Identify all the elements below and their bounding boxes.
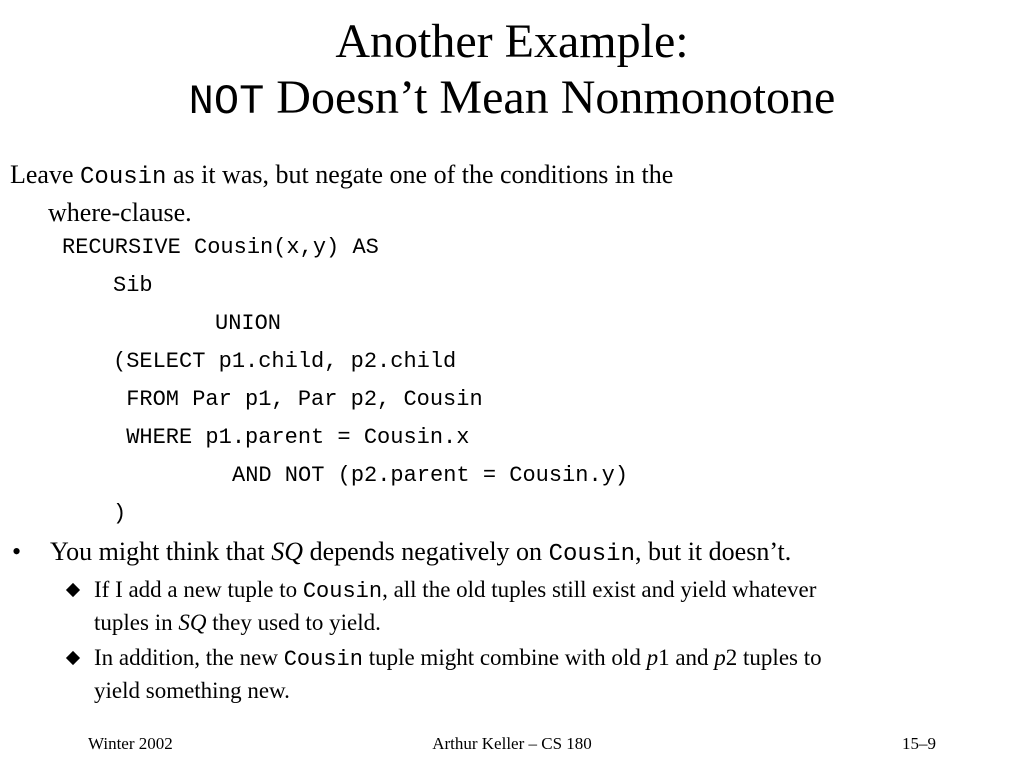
- bullet-em: SQ: [271, 537, 304, 566]
- slide-title: [0, 14, 1024, 130]
- sub2-code: Cousin: [283, 647, 363, 672]
- bullet-marker: •: [12, 537, 22, 566]
- intro-paragraph: [10, 157, 1000, 230]
- sub-bullet-1: [94, 574, 1014, 638]
- code-line-8: ): [113, 501, 127, 526]
- sub-bullet-1-line-1: [94, 574, 1014, 607]
- bullet-code: Cousin: [548, 541, 635, 568]
- diamond-bullet-icon: [66, 651, 80, 665]
- sub2-text-3: 1 and: [658, 645, 715, 670]
- bullet-text: [50, 536, 1010, 571]
- sub1-text-4: they used to yield.: [206, 610, 381, 635]
- footer-slide-number: 15–9: [902, 734, 936, 753]
- bullet-text-2: depends negatively on: [303, 537, 549, 566]
- sub-bullet-2-line-1: [94, 642, 1014, 675]
- sub2-text-2: tuple might combine with old: [362, 645, 647, 670]
- sub-bullet-1-line-2: [94, 607, 1014, 638]
- sub-bullet-2: [94, 642, 1014, 706]
- bullet-text-1: You might think that: [50, 537, 272, 566]
- title-keyword: NOT: [188, 78, 265, 126]
- sub2-text-4: 2 tuples to: [725, 645, 822, 670]
- title-line-2: [0, 70, 1024, 130]
- code-line-2: Sib: [113, 273, 153, 298]
- sub1-text-1: If I add a new tuple to: [94, 577, 303, 602]
- sub2-em-1: p: [646, 645, 659, 670]
- code-line-4: (SELECT p1.child, p2.child: [113, 349, 457, 374]
- footer-author: Arthur Keller – CS 180: [432, 734, 592, 753]
- sub1-code: Cousin: [302, 579, 383, 604]
- sub1-text-2: , all the old tuples still exist and yield whatever: [382, 577, 817, 602]
- title-line-1: Another Example:: [335, 15, 689, 68]
- sub1-text-3: tuples in: [94, 610, 179, 635]
- sub2-text-1: In addition, the new: [94, 645, 284, 670]
- code-line-1: RECURSIVE Cousin(x,y) AS: [62, 235, 379, 260]
- intro-line-2: where-clause.: [48, 198, 192, 227]
- intro-code: Cousin: [80, 164, 167, 191]
- diamond-bullet-icon: [66, 583, 80, 597]
- footer-date: Winter 2002: [88, 734, 173, 753]
- title-rest: Doesn’t Mean Nonmonotone: [264, 71, 836, 124]
- intro-text: Leave: [10, 160, 81, 189]
- code-line-6: WHERE p1.parent = Cousin.x: [113, 425, 470, 450]
- code-line-7: AND NOT (p2.parent = Cousin.y): [232, 463, 629, 488]
- sub-bullet-2-line-2: yield something new.: [94, 678, 290, 703]
- sub1-em: SQ: [178, 610, 207, 635]
- intro-text-2: as it was, but negate one of the conditions in the: [166, 160, 674, 189]
- code-line-3: UNION: [215, 311, 282, 336]
- code-line-5: FROM Par p1, Par p2, Cousin: [113, 387, 483, 412]
- bullet-text-3: , but it doesn’t.: [634, 537, 792, 566]
- intro-line-1: [10, 157, 1000, 195]
- sub2-em-2: p: [714, 645, 726, 670]
